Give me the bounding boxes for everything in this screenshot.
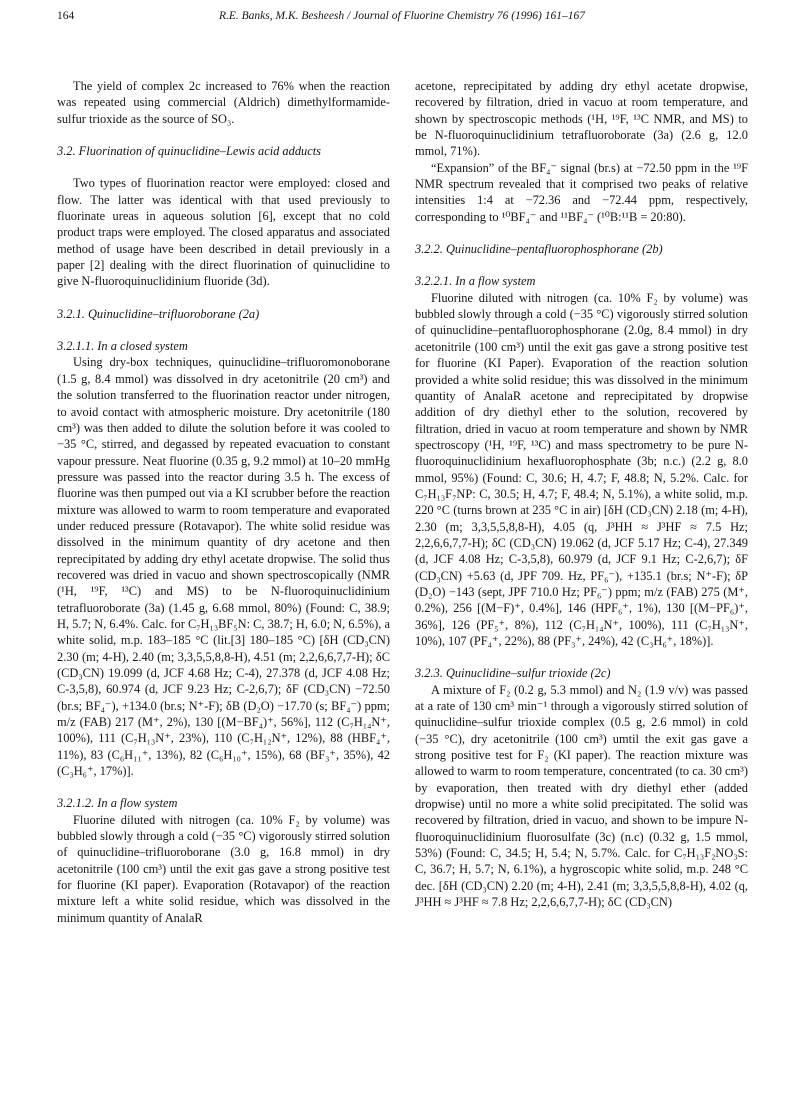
paragraph: Fluorine diluted with nitrogen (ca. 10% F₂ by volume) was bubbled slowly through a cold (−35 °C) vigorously stirred solution of quinuclidine–pentafluorophosphorane (2.0g, 8.4 mmol) in dry acetonitrile (100 cm³) until the exit gas gave a strong positive test for fluorine (KI Paper). Evaporation of the reaction solution provided a white solid residue; this was dissolved in the minimum quantity of AnalaR acetone and reprecipitated by dropwise addition of dry diethyl ether to the solution, recovered by filtration, dried in vacuo at room temperature and shown by NMR spectroscopy (¹H, ¹⁹F, ¹³C) and mass spectrometry to be pure N-fluoroquinuclidinium hexafluorophosphate (3b; n.c.) (2.2 g, 8.0 mmol, 95%) (Found: C, 30.6; H, 4.7; F, 48.8; N, 5.2%. Calc. for C₇H₁₃F₇NP: C, 30.5; H, 4.7; F, 48.4; N, 5.1%), a white solid, m.p. 220 °C (turns brown at 235 °C in air) [δH (CD₃CN) 2.18 (m; 4-H), 2.30 (m; 3,3,5,5,8,8-H), 4.05 (q, J³HH ≈ J³HF ≈ 7.5 Hz; 2,2,6,6,7,7-H); δC (CD₃CN) 19.062 (d, JCF 5.17 Hz; C-4), 27.349 (d, JCF 4.08 Hz; C-3,5,8), 60.979 (d, JCF 9.1 Hz; C-2,6,7); δF (CD₃CN) +5.63 (d, JPF 709. Hz, PF₆⁻), +135.1 (br.s; N⁺-F); δP (D₂O) −143 (sept, JPF 710.0 Hz; PF₆⁻) ppm; m/z (FAB) 275 (M⁺, 0.2%), 256 [(M−F)⁺, 0.4%], 146 (HPF₆⁺, 1%), 130 [(M−PF₆)⁺, 36%], 126 (PF₅⁺, 8%), 112 (C₇H₁₄N⁺, 100%), 111 (C₇H₁₃N⁺, 10%), 107 (PF₄⁺, 22%), 88 (PF₃⁺, 24%), 42 (C₃H₆⁺, 18%)]. [415, 290, 748, 648]
subsubsection-heading: 3.2.2.1. In a flow system [415, 274, 536, 289]
subsubsection-heading: 3.2.1.1. In a closed system [57, 339, 188, 354]
subsection-heading: 3.2.3. Quinuclidine–sulfur trioxide (2c) [415, 666, 611, 681]
subsection-heading: 3.2.2. Quinuclidine–pentafluorophosphorane (2b) [415, 242, 663, 257]
subsection-heading: 3.2.1. Quinuclidine–trifluoroborane (2a) [57, 306, 260, 321]
right-column [415, 78, 748, 911]
paragraph: acetone, reprecipitated by adding dry ethyl acetate dropwise, recovered by filtration, dried in vacuo at room temperature, and shown by spectroscopic methods (¹H, ¹⁹F, ¹³C NMR, and MS) to be N-fluoroquinuclidinium tetrafluoroborate (3a) (2.6 g, 12.0 mmol, 71%). [415, 79, 748, 159]
paragraph: Using dry-box techniques, quinuclidine–trifluoromonoborane (1.5 g, 8.4 mmol) was dissolved in dry acetonitrile (20 cm³) and the solution transferred to the fluorination reactor under nitrogen, to avoid contact with atmospheric moisture. Dry acetonitrile (180 cm³) was then added to dilute the solution before it was cooled to −35 °C, stirred, and degassed by repeated evacuation to constant vapour pressure. Neat fluorine (0.35 g, 9.2 mmol) at 10–20 mmHg pressure was passed into the reactor during 3.5 h. The excess of fluorine was then pumped out via a KI scrubber before the reaction mixture was allowed to warm to room temperature and evaporated under reduced pressure (Rotavapor). The white solid residue was dissolved in the minimum quantity of dry acetone and then reprecipitated by adding dry ethyl acetate dropwise. The solid thus recovered was dried in vacuo and shown spectroscopically (NMR (¹H, ¹⁹F, ¹³C) and MS) to be N-fluoroquinuclidinium tetrafluoroborate (3a) (1.45 g, 6.68 mmol, 80%) (Found: C, 38.9; H, 5.7; N, 6.4%. Calc. for C₇H₁₃BF₅N: C, 38.7; H, 6.0; N, 6.5%), a white solid, m.p. 183–185 °C (lit.[3] 180–185 °C) [δH (CD₃CN) 2.30 (m; 4-H), 2.40 (m; 3,3,5,5,8,8-H), 4.51 (m; 2,2,6,6,7,7-H); δC (CD₃CN) 19.099 (d, JCF 4.68 Hz; C-4), 27.378 (d, JCF 4.08 Hz; C-3,5,8), 60.974 (d, JCF 9.23 Hz; C-2,6,7); δF (CD₃CN) −72.50 (br.s; BF₄⁻), +134.0 (br.s; N⁺-F); δB (D₂O) −17.70 (s; BF₄⁻) ppm; m/z (FAB) 217 (M⁺, 2%), 130 [(M−BF₄)⁺, 56%], 112 (C₇H₁₄N⁺, 100%), 111 (C₇H₁₃N⁺, 23%), 110 (C₇H₁₂N⁺, 12%), 88 (HBF₄⁺, 11%), 83 (C₆H₁₁⁺, 13%), 82 (C₆H₁₀⁺, 15%), 68 (BF₃⁺, 35%), 42 (C₃H₆⁺, 17%)]. [57, 355, 390, 779]
page-header [57, 10, 747, 26]
paragraph: Two types of fluorination reactor were employed: closed and flow. The latter was identical with that used previously to fluorinate ureas in aqueous solution [6], except that no cold product traps were employed. The closed apparatus and associated method of usage have been described in detail previously in a paper [2] dealing with the direct fluorination of quinuclidine to give N-fluoroquinuclidinium fluoride (3d). [57, 176, 390, 289]
paragraph: The yield of complex 2c increased to 76% when the reaction was repeated using commercial (Aldrich) dimethylformamide-sulfur trioxide as the source of SO₃. [57, 79, 390, 126]
running-title: R.E. Banks, M.K. Besheesh / Journal of Fluorine Chemistry 76 (1996) 161–167 [218, 10, 586, 22]
paragraph: Fluorine diluted with nitrogen (ca. 10% F₂ by volume) was bubbled slowly through a cold (−35 °C) vigorously stirred solution of quinuclidine–trifluoroborane (3.0 g, 16.8 mmol) in dry acetonitrile (100 cm³) until the exit gas gave a strong positive test for fluorine (KI paper). Evaporation (Rotavapor) of the reaction mixture left a white solid residue, which was dissolved in the minimum quantity of AnalaR [57, 812, 390, 925]
left-column [57, 78, 390, 926]
subsubsection-heading: 3.2.1.2. In a flow system [57, 796, 178, 811]
paragraph: “Expansion” of the BF₄⁻ signal (br.s) at −72.50 ppm in the ¹⁹F NMR spectrum revealed that it comprised two peaks of relative intensities 1:4 at −72.36 and −72.44 ppm, respectively, corresponding to ¹⁰BF₄⁻ and ¹¹BF₄⁻ (¹⁰B:¹¹B = 20:80). [415, 160, 748, 224]
section-heading: 3.2. Fluorination of quinuclidine–Lewis acid adducts [57, 144, 321, 159]
paragraph: A mixture of F₂ (0.2 g, 5.3 mmol) and N₂ (1.9 v/v) was passed at a rate of 130 cm³ min⁻¹ through a vigorously stirred solution of quinuclidine–sulfur trioxide complex (0.5 g, 2.6 mmol) in cold (−35 °C), dry acetonitrile (100 cm³) umtil the exit gas gave a strong positive test for F₂ (KI paper). The reaction mixture was allowed to warm to room temperature, concentrated (to ca. 30 cm³) by evaporation, then treated with dry diethyl ether (added dropwise) until no more a white solid precipitated. The solid was recovered by filtration, dried in vacuo, and shown to be impure N-fluoroquinuclidinium fluorosulfate (3c) (n.c) (0.32 g, 1.5 mmol, 53%) (Found: C, 34.5; H, 5.4; N, 5.7%. Calc. for C₇H₁₃F₂NO₃S: C, 36.7; H, 5.7; N, 6.1%), a hygroscopic white solid, m.p. 248 °C dec. [δH (CD₃CN) 2.20 (m; 4-H), 2.41 (m; 3,3,5,5,8,8-H), 4.02 (q, J³HH ≈ J³HF ≈ 7.8 Hz; 2,2,6,6,7,7-H); δC (CD₃CN) [415, 682, 748, 910]
page-number: 164 [57, 10, 75, 22]
